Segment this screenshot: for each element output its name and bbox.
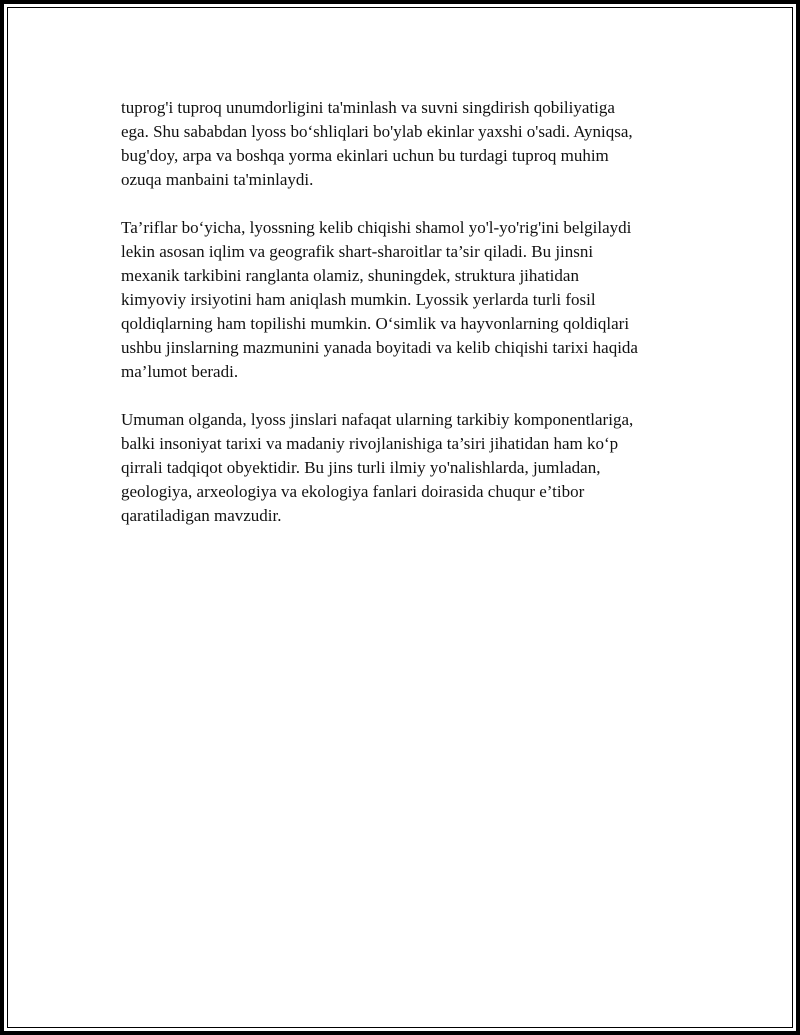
text-line: ushbu jinslarning mazmunini yanada boyitadi va kelib chiqishi tarixi haqida (121, 338, 638, 357)
paragraph-2 (121, 216, 691, 384)
text-line: qaratiladigan mavzudir. (121, 506, 282, 525)
text-line: geologiya, arxeologiya va ekologiya fanlari doirasida chuqur e’tibor (121, 482, 585, 501)
text-line: balki insoniyat tarixi va madaniy rivojlanishiga ta’siri jihatidan ham ko‘p (121, 434, 619, 453)
text-line: tuprog'i tuproq unumdorligini ta'minlash va suvni singdirish qobiliyatiga (121, 98, 615, 117)
text-line: bug'doy, arpa va boshqa yorma ekinlari uchun bu turdagi tuproq muhim (121, 146, 609, 165)
paragraph-1 (121, 96, 691, 192)
text-line: ma’lumot beradi. (121, 362, 239, 381)
text-line: lekin asosan iqlim va geografik shart-sharoitlar ta’sir qiladi. Bu jinsni (121, 242, 594, 261)
text-line: mexanik tarkibini ranglanta olamiz, shuningdek, struktura jihatidan (121, 266, 579, 285)
text-line: kimyoviy irsiyotini ham aniqlash mumkin. Lyossik yerlarda turli fosil (121, 290, 596, 309)
text-line: qoldiqlarning ham topilishi mumkin. O‘simlik va hayvonlarning qoldiqlari (121, 314, 630, 333)
paragraph-3 (121, 408, 691, 528)
text-line: ozuqa manbaini ta'minlaydi. (121, 170, 314, 189)
text-line: ega. Shu sababdan lyoss bo‘shliqlari bo'ylab ekinlar yaxshi o'sadi. Ayniqsa, (121, 122, 633, 141)
document-body (121, 96, 691, 552)
text-line: Ta’riflar bo‘yicha, lyossning kelib chiqishi shamol yo'l-yo'rig'ini belgilaydi (121, 218, 632, 237)
text-line: qirrali tadqiqot obyektidir. Bu jins turli ilmiy yo'nalishlarda, jumladan, (121, 458, 601, 477)
text-line: Umuman olganda, lyoss jinslari nafaqat ularning tarkibiy komponentlariga, (121, 410, 634, 429)
